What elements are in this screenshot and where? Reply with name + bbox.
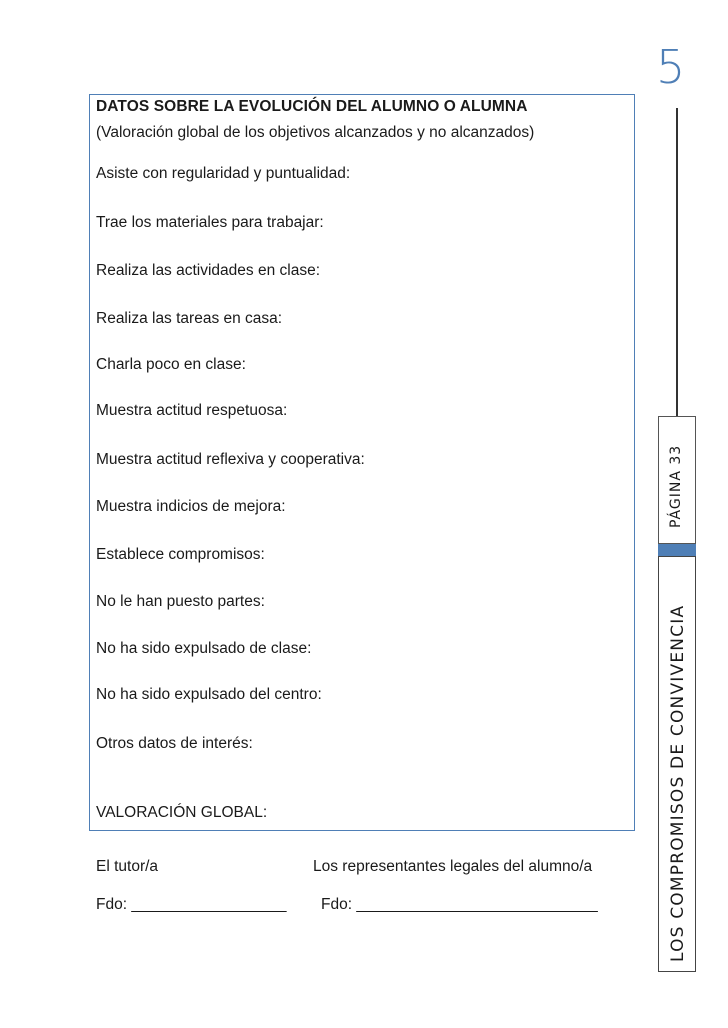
criteria-item: No le han puesto partes: bbox=[96, 593, 265, 610]
criteria-item: Realiza las actividades en clase: bbox=[96, 262, 321, 279]
overall-valuation-label: VALORACIÓN GLOBAL: bbox=[96, 804, 268, 821]
tutor-label: El tutor/a bbox=[96, 858, 159, 875]
criteria-item: Muestra indicios de mejora: bbox=[96, 498, 286, 515]
page-number: 5 bbox=[656, 40, 686, 94]
criteria-item: No ha sido expulsado del centro: bbox=[96, 686, 322, 703]
criteria-item: Asiste con regularidad y puntualidad: bbox=[96, 165, 351, 182]
criteria-item: Otros datos de interés: bbox=[96, 735, 253, 752]
representatives-signature-line: Fdo: ____________________________ bbox=[321, 896, 598, 913]
criteria-item: Establece compromisos: bbox=[96, 546, 265, 563]
section-subtitle: (Valoración global de los objetivos alcanzados y no alcanzados) bbox=[96, 124, 535, 141]
vertical-rule bbox=[676, 108, 678, 448]
criteria-item: Muestra actitud reflexiva y cooperativa: bbox=[96, 451, 365, 468]
criteria-item: Trae los materiales para trabajar: bbox=[96, 214, 324, 231]
chapter-title: LOS COMPROMISOS DE CONVIVENCIA bbox=[668, 604, 688, 962]
criteria-item: Muestra actitud respetuosa: bbox=[96, 402, 288, 419]
accent-band bbox=[658, 544, 696, 556]
criteria-item: Realiza las tareas en casa: bbox=[96, 310, 283, 327]
pagina-label: PÁGINA 33 bbox=[668, 444, 684, 528]
representatives-label: Los representantes legales del alumno/a bbox=[313, 858, 593, 875]
criteria-item: No ha sido expulsado de clase: bbox=[96, 640, 312, 657]
criteria-item: Charla poco en clase: bbox=[96, 356, 246, 373]
tutor-signature-line: Fdo: __________________ bbox=[96, 896, 287, 913]
section-title: DATOS SOBRE LA EVOLUCIÓN DEL ALUMNO O ALUMNA bbox=[96, 98, 528, 115]
